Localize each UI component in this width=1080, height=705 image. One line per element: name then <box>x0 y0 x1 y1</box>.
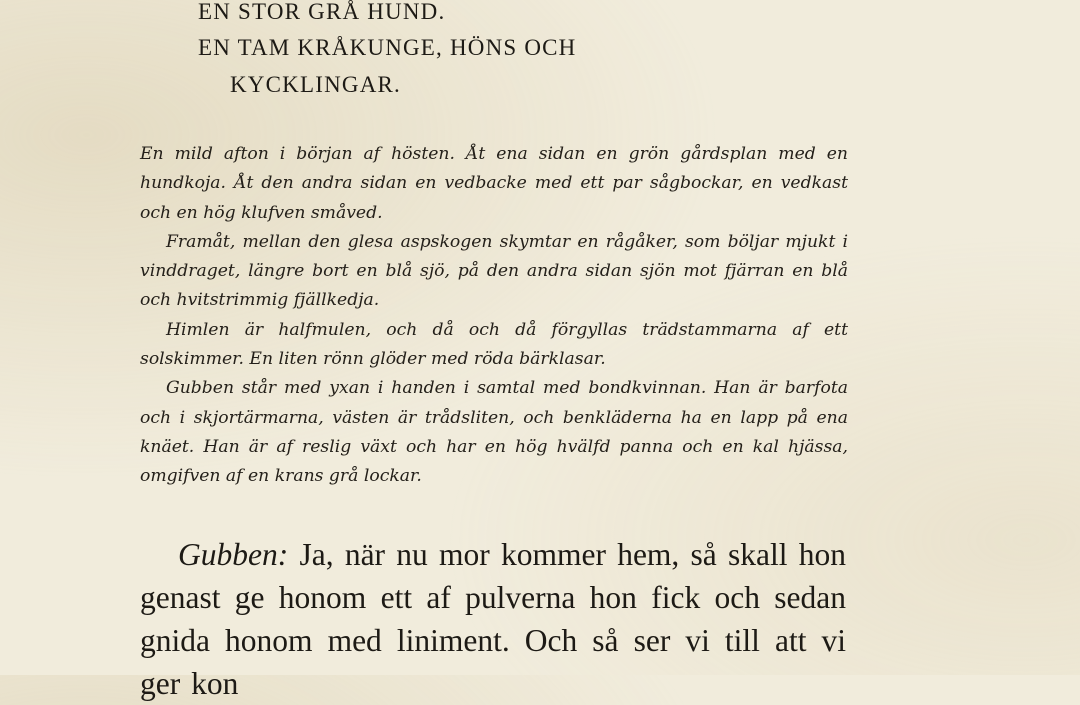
cast-line: EN TAM KRÅKUNGE, HÖNS OCH <box>198 35 577 60</box>
dialogue-text: Ja, när nu mor kommer hem, så skall hon genast ge honom ett af pulverna hon fick och sedan gnida honom med liniment. Och så ser vi till att vi ger kon <box>140 537 846 701</box>
stage-paragraph: Himlen är halfmulen, och då och då förgyllas trädstammarna af ett solskimmer. En liten rönn glöder med röda bärklasar. <box>140 319 848 370</box>
dialogue-block <box>140 533 846 705</box>
stage-directions <box>140 140 848 492</box>
cast-line: KYCKLINGAR. <box>230 72 401 97</box>
cast-line: EN STOR GRÅ HUND. <box>198 0 446 24</box>
speaker-name: Gubben: <box>178 537 289 572</box>
stage-paragraph: En mild afton i början af hösten. Åt ena sidan en grön gårdsplan med en hundkoja. Åt den andra sidan en vedbacke med ett par sågbockar, en vedkast och en hög klufven småved. <box>140 144 848 223</box>
stage-paragraph: Gubben står med yxan i handen i samtal med bondkvinnan. Han är barfota och i skjortärmarna, västen är trådsliten, och benkläderna ha en lapp på ena knäet. Han är af reslig växt och har en hög hvälfd panna och en kal hjässa, omgifven af en krans grå lockar. <box>140 378 848 487</box>
stage-paragraph: Framåt, mellan den glesa aspskogen skymtar en rågåker, som böljar mjukt i vinddraget, längre bort en blå sjö, på den andra sidan sjön mot fjärran en blå och hvitstrimmig fjällkedja. <box>140 231 848 311</box>
